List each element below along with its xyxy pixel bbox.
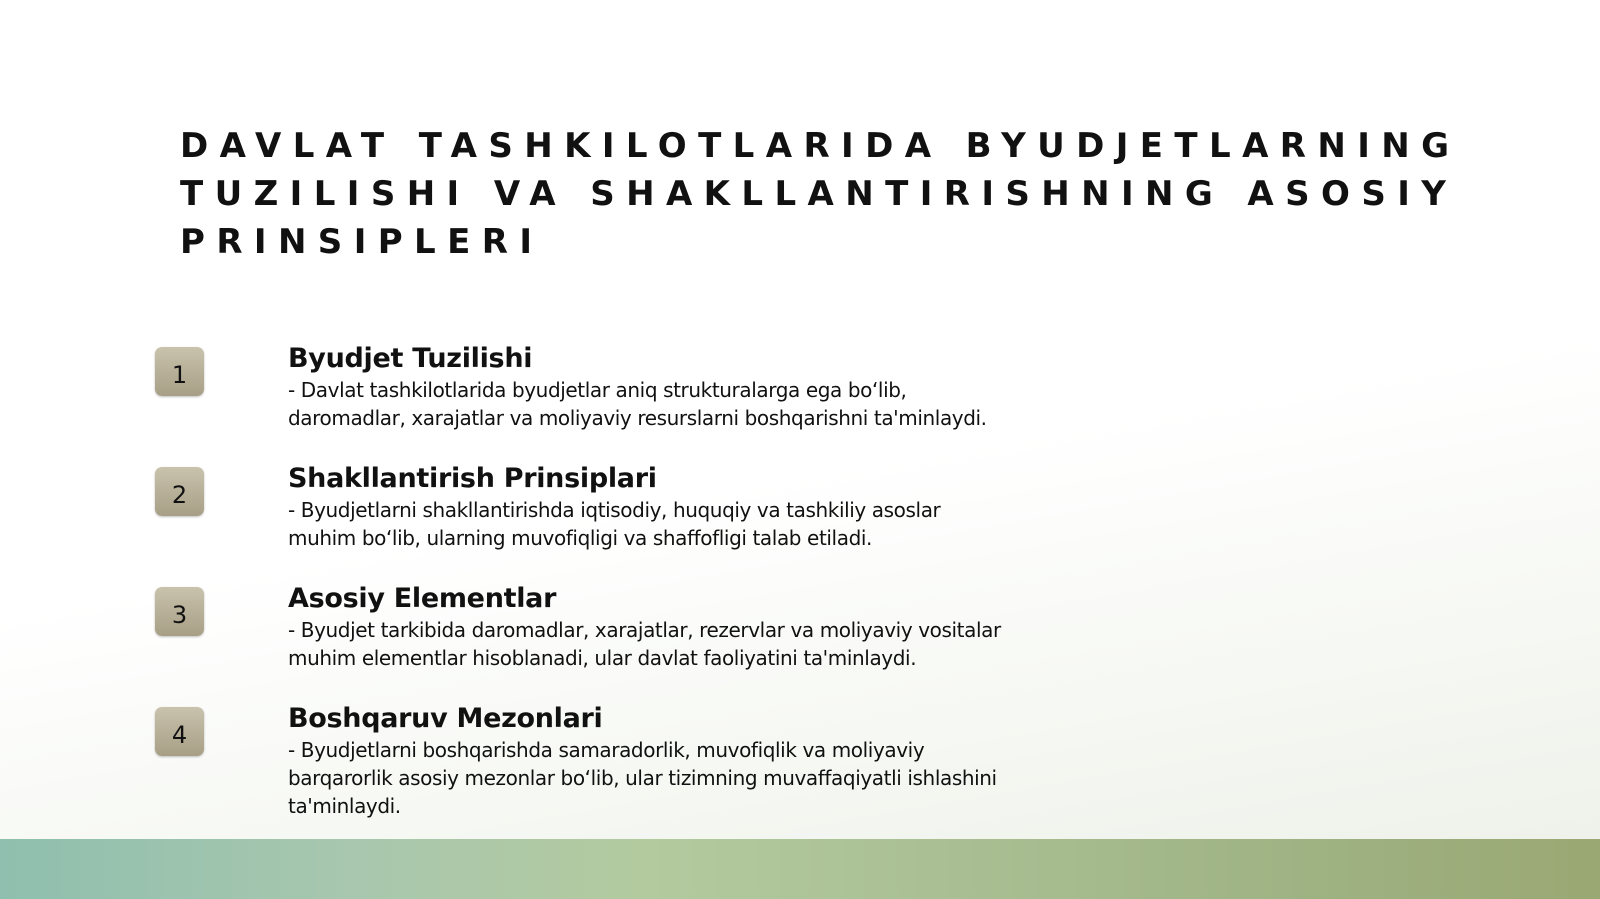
list-item-description: - Byudjetlarni shakllantirishda iqtisodiy, huquqiy va tashkiliy asoslar muhim bo‘lib, ularning muvofiqligi va shaffofligi talab etiladi. [288,498,941,550]
list-item-text [288,582,1108,672]
list-item-text [288,462,1108,552]
number-badge: 3 [155,587,204,636]
number-badge: 2 [155,467,204,516]
list-item [155,582,1115,702]
list-item-text [288,702,1108,820]
list-item-description: - Davlat tashkilotlarida byudjetlar aniq strukturalarga ega bo‘lib, daromadlar, xarajatlar va moliyaviy resurslarni boshqarishni ta'minlaydi. [288,378,987,430]
list-item [155,462,1115,582]
list-item-title: Shakllantirish Prinsiplari [288,463,657,494]
list-item-title: Byudjet Tuzilishi [288,343,533,374]
slide-title: DAVLAT TASHKILOTLARIDA BYUDJETLARNING TUZILISHI VA SHAKLLANTIRISHNING ASOSIY PRINSIPLERI [180,126,1461,262]
list-item-text [288,342,1108,432]
list-item-description: - Byudjet tarkibida daromadlar, xarajatlar, rezervlar va moliyaviy vositalar muhim elementlar hisoblanadi, ular davlat faoliyatini ta'minlaydi. [288,618,1001,670]
list-item-title: Boshqaruv Mezonlari [288,703,603,734]
list-item [155,342,1115,462]
number-badge: 4 [155,707,204,756]
numbered-list [155,342,1115,822]
number-badge: 1 [155,347,204,396]
list-item-description: - Byudjetlarni boshqarishda samaradorlik, muvofiqlik va moliyaviy barqarorlik asosiy mezonlar bo‘lib, ular tizimning muvaffaqiyatli ishlashini ta'minlaydi. [288,738,997,818]
footer-gradient-band [0,839,1600,899]
list-item-title: Asosiy Elementlar [288,583,557,614]
list-item [155,702,1115,822]
